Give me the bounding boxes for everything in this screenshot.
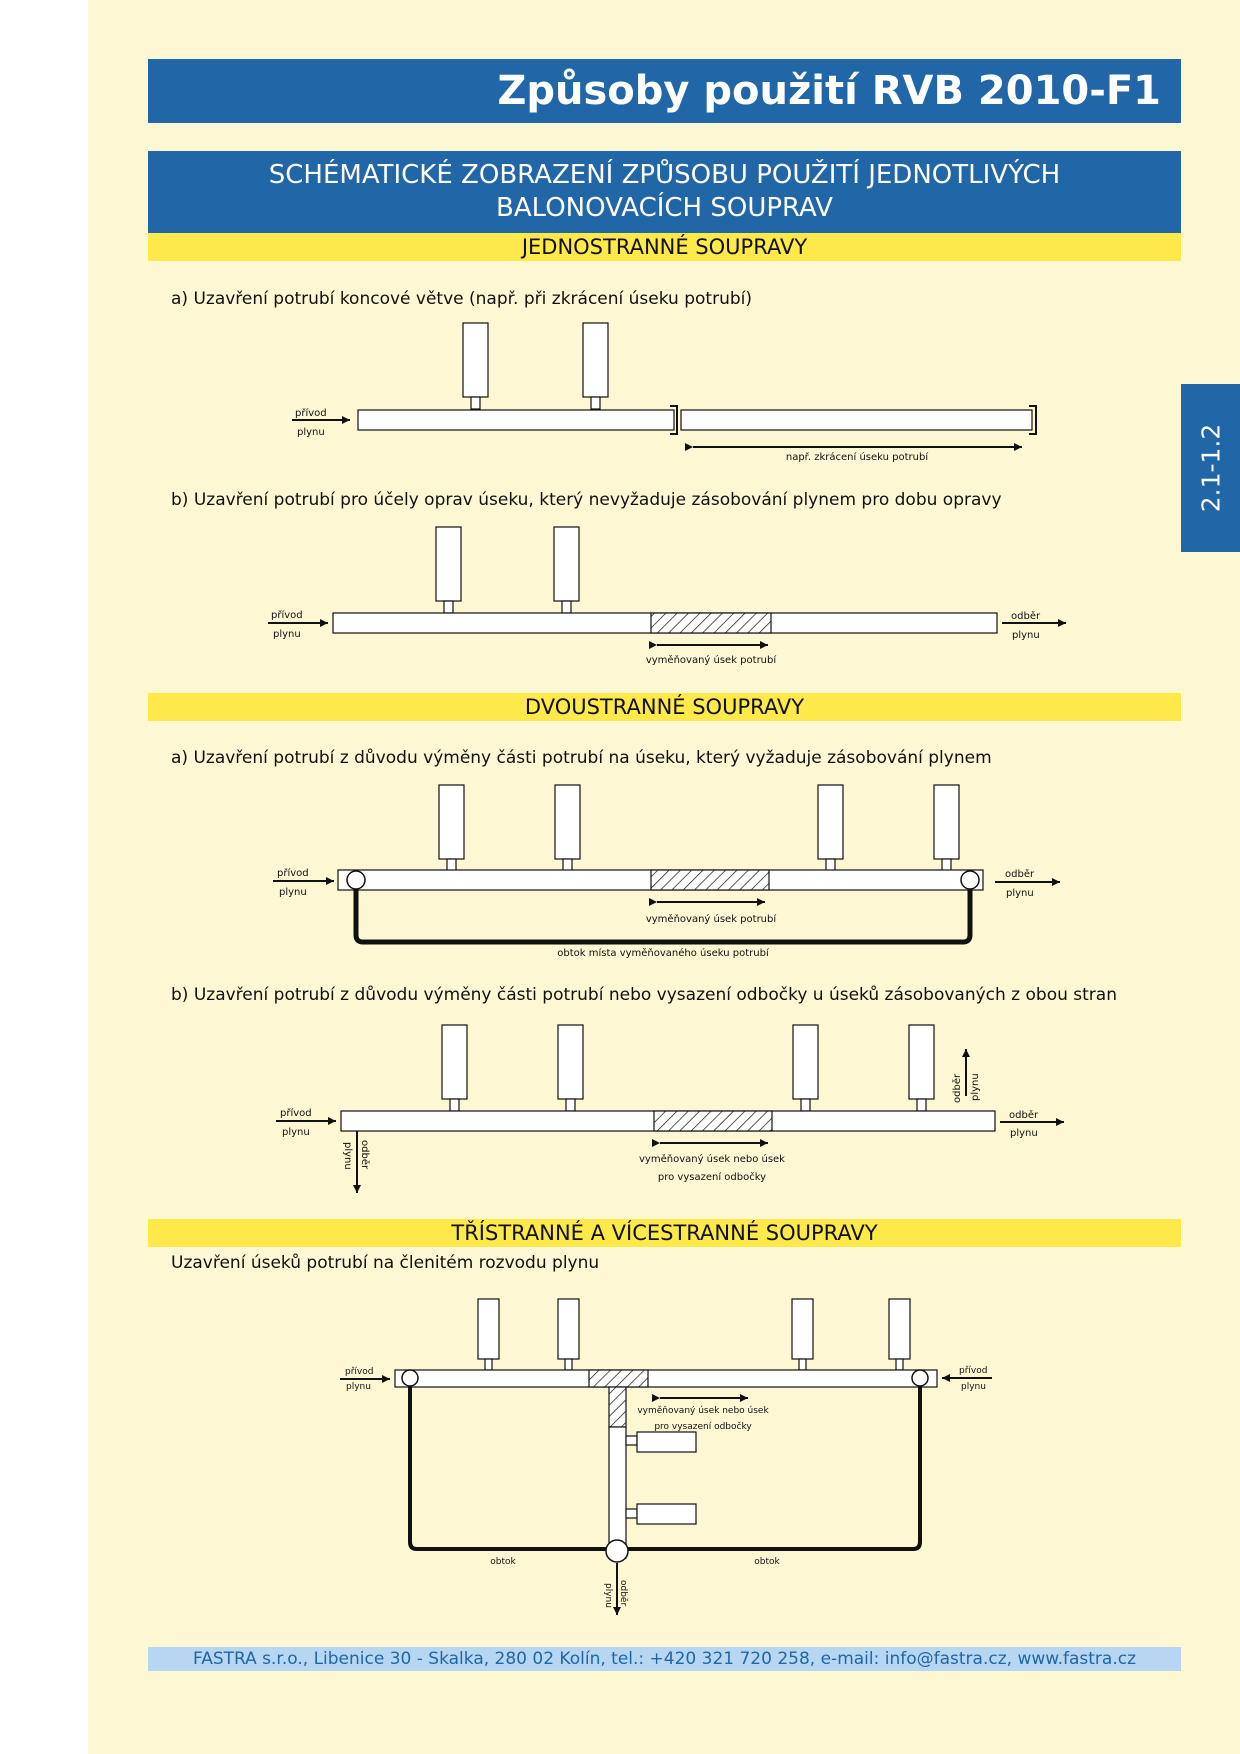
balloon-set-connector bbox=[826, 859, 835, 871]
label-privod: přívod bbox=[295, 408, 327, 419]
balloon-set-connector bbox=[896, 1359, 903, 1370]
diagram-two-sided-a bbox=[273, 785, 1060, 959]
diagram-two-sided-b bbox=[276, 1025, 1064, 1193]
label-replaced-or-branch: vyměňovaný úsek nebo úsek bbox=[639, 1154, 785, 1165]
label-plynu: plynu bbox=[279, 887, 307, 898]
label-bypass: obtok bbox=[754, 1557, 780, 1567]
gas-pipe-removed bbox=[681, 410, 1032, 430]
footer-contact: FASTRA s.r.o., Libenice 30 - Skalka, 280 02 Kolín, tel.: +420 321 720 258, e-mail: info@fastra.cz, www.fastra.cz bbox=[148, 1647, 1181, 1671]
gas-pipe bbox=[395, 1370, 937, 1387]
balloon-set-connector bbox=[566, 1099, 575, 1111]
label-privod: přívod bbox=[271, 610, 303, 621]
balloon-set-cylinder bbox=[792, 1299, 813, 1359]
heading-multi-sided: TŘÍSTRANNÉ A VÍCESTRANNÉ SOUPRAVY bbox=[148, 1219, 1181, 1247]
balloon-set-connector bbox=[801, 1099, 810, 1111]
balloon-set-cylinder bbox=[558, 1299, 579, 1359]
label-replaced-section: vyměňovaný úsek potrubí bbox=[645, 655, 777, 666]
balloon-set-connector bbox=[450, 1099, 459, 1111]
caption-multi-sided: Uzavření úseků potrubí na členitém rozvodu plynu bbox=[171, 1253, 600, 1273]
balloon-set-connector bbox=[562, 601, 571, 613]
label-privod: přívod bbox=[280, 1108, 312, 1119]
label-replaced-section: vyměňovaný úsek potrubí bbox=[645, 914, 777, 925]
balloon-set-cylinder bbox=[439, 785, 464, 859]
label-plynu: plynu bbox=[273, 629, 301, 640]
side-tab-label: 2.1-1.2 bbox=[1196, 423, 1225, 513]
balloon-set-cylinder bbox=[436, 527, 461, 601]
balloon-set-cylinder bbox=[637, 1432, 696, 1452]
diagram-one-sided-b bbox=[268, 527, 1066, 666]
label-plynu: plynu bbox=[961, 1382, 986, 1392]
balloon-set-cylinder bbox=[889, 1299, 910, 1359]
replaced-pipe-section bbox=[654, 1111, 772, 1131]
label-plynu: plynu bbox=[970, 1073, 981, 1101]
balloon-set-connector bbox=[485, 1359, 492, 1370]
balloon-set-connector bbox=[565, 1359, 572, 1370]
label-odber: odběr bbox=[618, 1580, 628, 1607]
subtitle-line-2: BALONOVACÍCH SOUPRAV bbox=[496, 193, 833, 223]
page-title-text: Způsoby použití RVB 2010-F1 bbox=[497, 68, 1161, 114]
replaced-pipe-section bbox=[589, 1370, 648, 1387]
bypass-fitting bbox=[912, 1370, 928, 1386]
balloon-set-cylinder bbox=[442, 1025, 467, 1099]
label-odber: odběr bbox=[1009, 1110, 1039, 1121]
balloon-set-connector bbox=[563, 859, 572, 871]
balloon-set-cylinder bbox=[818, 785, 843, 859]
gas-pipe bbox=[358, 410, 674, 430]
label-shortening: např. zkrácení úseku potrubí bbox=[785, 452, 929, 463]
label-branch-tapping: pro vysazení odbočky bbox=[654, 1422, 752, 1432]
caption-one-sided-a: a) Uzavření potrubí koncové větve (např. při zkrácení úseku potrubí) bbox=[171, 289, 753, 309]
caption-one-sided-b: b) Uzavření potrubí pro účely oprav úseku, který nevyžaduje zásobování plynem pro dobu opravy bbox=[171, 490, 1002, 510]
replaced-branch-section bbox=[609, 1387, 626, 1427]
caption-two-sided-b: b) Uzavření potrubí z důvodu výměny části potrubí nebo vysazení odbočky u úseků zásobovaných z obou stran bbox=[171, 985, 1117, 1005]
balloon-set-connector bbox=[942, 859, 951, 871]
balloon-set-connector bbox=[626, 1509, 637, 1518]
replaced-pipe-section bbox=[651, 870, 769, 890]
balloon-set-connector bbox=[471, 397, 480, 409]
subtitle-line-1: SCHÉMATICKÉ ZOBRAZENÍ ZPŮSOBU POUŽITÍ JEDNOTLIVÝCH bbox=[268, 160, 1061, 190]
branch-pipe bbox=[609, 1427, 626, 1558]
label-plynu: plynu bbox=[603, 1583, 613, 1608]
label-privod: přívod bbox=[959, 1366, 988, 1376]
label-plynu: plynu bbox=[1010, 1128, 1038, 1139]
label-odber: odběr bbox=[359, 1140, 370, 1170]
bypass-fitting bbox=[606, 1540, 628, 1562]
bypass-fitting bbox=[347, 871, 365, 889]
balloon-set-cylinder bbox=[934, 785, 959, 859]
label-privod: přívod bbox=[277, 868, 309, 879]
caption-two-sided-a: a) Uzavření potrubí z důvodu výměny části potrubí na úseku, který vyžaduje zásobování plynem bbox=[171, 748, 992, 768]
balloon-set-cylinder bbox=[555, 785, 580, 859]
label-privod: přívod bbox=[345, 1367, 374, 1377]
heading-one-sided: JEDNOSTRANNÉ SOUPRAVY bbox=[148, 233, 1181, 261]
label-plynu: plynu bbox=[282, 1127, 310, 1138]
balloon-set-cylinder bbox=[478, 1299, 499, 1359]
label-odber: odběr bbox=[952, 1073, 963, 1103]
heading-two-sided: DVOUSTRANNÉ SOUPRAVY bbox=[148, 693, 1181, 721]
label-replaced-or-branch: vyměňovaný úsek nebo úsek bbox=[637, 1406, 769, 1416]
label-plynu: plynu bbox=[342, 1142, 353, 1170]
balloon-set-connector bbox=[917, 1099, 926, 1111]
balloon-set-cylinder bbox=[793, 1025, 818, 1099]
balloon-set-connector bbox=[444, 601, 453, 613]
balloon-set-cylinder bbox=[558, 1025, 583, 1099]
balloon-set-connector bbox=[626, 1436, 637, 1445]
balloon-set-cylinder bbox=[463, 323, 488, 397]
balloon-set-connector bbox=[799, 1359, 806, 1370]
label-branch-tapping: pro vysazení odbočky bbox=[657, 1172, 767, 1183]
label-plynu: plynu bbox=[346, 1382, 371, 1392]
label-plynu: plynu bbox=[1012, 630, 1040, 641]
replaced-pipe-section bbox=[651, 613, 771, 633]
label-plynu: plynu bbox=[1006, 888, 1034, 899]
diagram-one-sided-a bbox=[292, 323, 1036, 463]
balloon-set-connector bbox=[447, 859, 456, 871]
balloon-set-cylinder bbox=[583, 323, 608, 397]
bypass-fitting bbox=[402, 1370, 418, 1386]
balloon-set-connector bbox=[591, 397, 600, 409]
balloon-set-cylinder bbox=[637, 1504, 696, 1524]
label-plynu: plynu bbox=[297, 427, 325, 438]
label-odber: odběr bbox=[1011, 611, 1041, 622]
label-odber: odběr bbox=[1005, 869, 1035, 880]
label-bypass: obtok bbox=[490, 1557, 516, 1567]
balloon-set-cylinder bbox=[909, 1025, 934, 1099]
diagram-multi-sided bbox=[340, 1299, 992, 1615]
balloon-set-cylinder bbox=[554, 527, 579, 601]
bypass-fitting bbox=[961, 871, 979, 889]
label-bypass: obtok místa vyměňovaného úseku potrubí bbox=[557, 948, 769, 959]
